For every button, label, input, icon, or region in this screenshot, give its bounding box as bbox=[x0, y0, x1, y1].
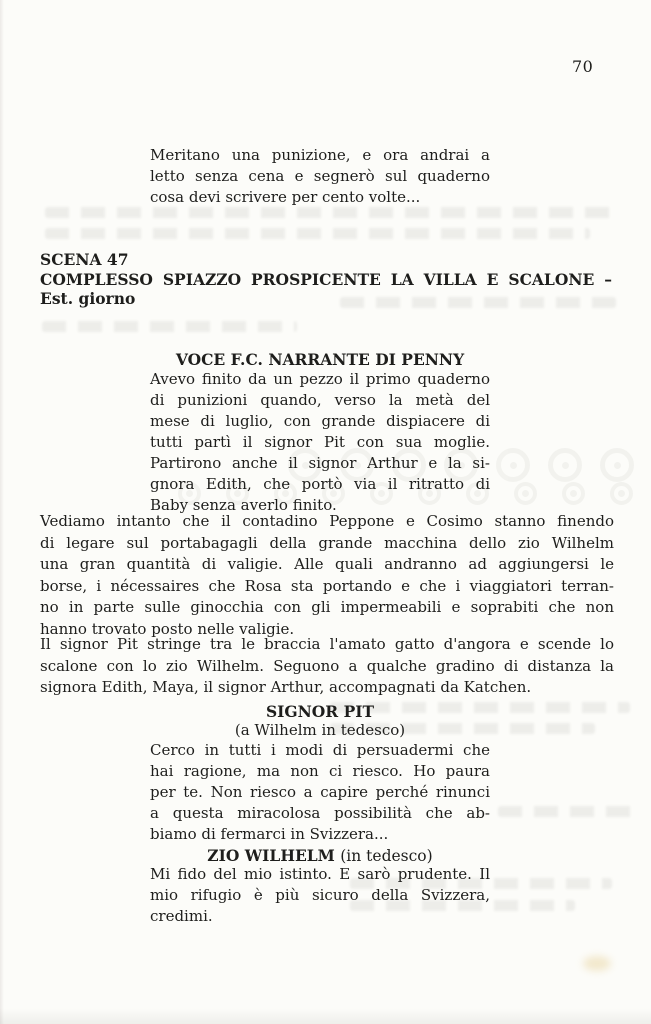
text-line: Vediamo intanto che il contadino Peppone e Cosimo stanno finendo bbox=[40, 512, 614, 530]
text-line: Meritano una punizione, e ora andrai a bbox=[150, 146, 490, 164]
text-line: hai ragione, ma non ci riesco. Ho paura bbox=[150, 762, 490, 780]
dialogue-block-opening bbox=[150, 145, 490, 208]
bleedthrough-artifact bbox=[42, 321, 297, 332]
scene-time: Est. giorno bbox=[40, 289, 136, 308]
text-line: per te. Non riesco a capire perché rinunci bbox=[150, 783, 490, 801]
text-line: una gran quantità di valigie. Alle quali andranno ad aggiungersi le bbox=[40, 555, 614, 573]
text-line: di punizioni quando, verso la metà del bbox=[150, 391, 490, 409]
page-number: 70 bbox=[572, 57, 594, 76]
scene-title: COMPLESSO SPIAZZO PROSPICENTE LA VILLA E SCALONE – bbox=[40, 269, 612, 289]
text-line: biamo di fermarci in Svizzera... bbox=[150, 825, 389, 843]
dialogue-penny bbox=[150, 369, 490, 516]
text-line: scalone con lo zio Wilhelm. Seguono a qualche gradino di distanza la bbox=[40, 656, 614, 675]
bleedthrough-artifact bbox=[45, 207, 613, 218]
text-line: Avevo finito da un pezzo il primo quaderno bbox=[150, 370, 490, 388]
action-paragraph-2 bbox=[40, 634, 614, 699]
text-line: credimi. bbox=[150, 907, 213, 925]
text-line: tutti partì il signor Pit con sua moglie. bbox=[150, 433, 490, 451]
text-line: Cerco in tutti i modi di persuadermi che bbox=[150, 741, 490, 759]
scene-number: SCENA 47 bbox=[40, 250, 129, 269]
dialogue-pit bbox=[150, 740, 490, 845]
bleedthrough-artifact bbox=[498, 806, 633, 817]
text-line: hanno trovato posto nelle valigie. bbox=[40, 619, 295, 638]
text-line: Baby senza averlo finito. bbox=[150, 496, 337, 514]
text-line: Partirono anche il signor Arthur e la si- bbox=[150, 454, 490, 472]
paper-stain bbox=[583, 956, 611, 971]
text-line: di legare sul portabagagli della grande macchina dello zio Wilhelm bbox=[40, 533, 614, 552]
dialogue-wilhelm bbox=[150, 864, 490, 927]
text-line: letto senza cena e segnerò sul quaderno bbox=[150, 167, 490, 185]
character-name: ZIO WILHELM bbox=[207, 846, 335, 865]
character-heading-pit: SIGNOR PIT bbox=[265, 702, 375, 721]
text-line: no in parte sulle ginocchia con gli impermeabili e soprabiti che non bbox=[40, 598, 614, 616]
bleedthrough-artifact bbox=[45, 228, 590, 239]
scene-heading bbox=[40, 250, 612, 309]
text-line: borse, i nécessaires che Rosa sta portando e che i viaggiatori terran- bbox=[40, 576, 614, 595]
parenthetical-pit: (a Wilhelm in tedesco) bbox=[234, 721, 406, 739]
text-line: mio rifugio è più sicuro della Svizzera, bbox=[150, 886, 490, 904]
action-paragraph-1 bbox=[40, 511, 614, 640]
character-heading-penny: VOCE F.C. NARRANTE DI PENNY bbox=[175, 350, 465, 369]
text-line: Il signor Pit stringe tra le braccia l'amato gatto d'angora e scende lo bbox=[40, 635, 614, 653]
text-line: Mi fido del mio istinto. E sarò prudente. Il bbox=[150, 865, 490, 883]
text-line: a questa miracolosa possibilità che ab- bbox=[150, 804, 490, 822]
text-line: gnora Edith, che portò via il ritratto di bbox=[150, 475, 490, 493]
character-heading-wilhelm bbox=[150, 846, 490, 865]
text-line: signora Edith, Maya, il signor Arthur, accompagnati da Katchen. bbox=[40, 678, 532, 696]
parenthetical-wilhelm: (in tedesco) bbox=[340, 847, 433, 865]
text-line: mese di luglio, con grande dispiacere di bbox=[150, 412, 490, 430]
text-line: cosa devi scrivere per cento volte... bbox=[150, 188, 421, 206]
